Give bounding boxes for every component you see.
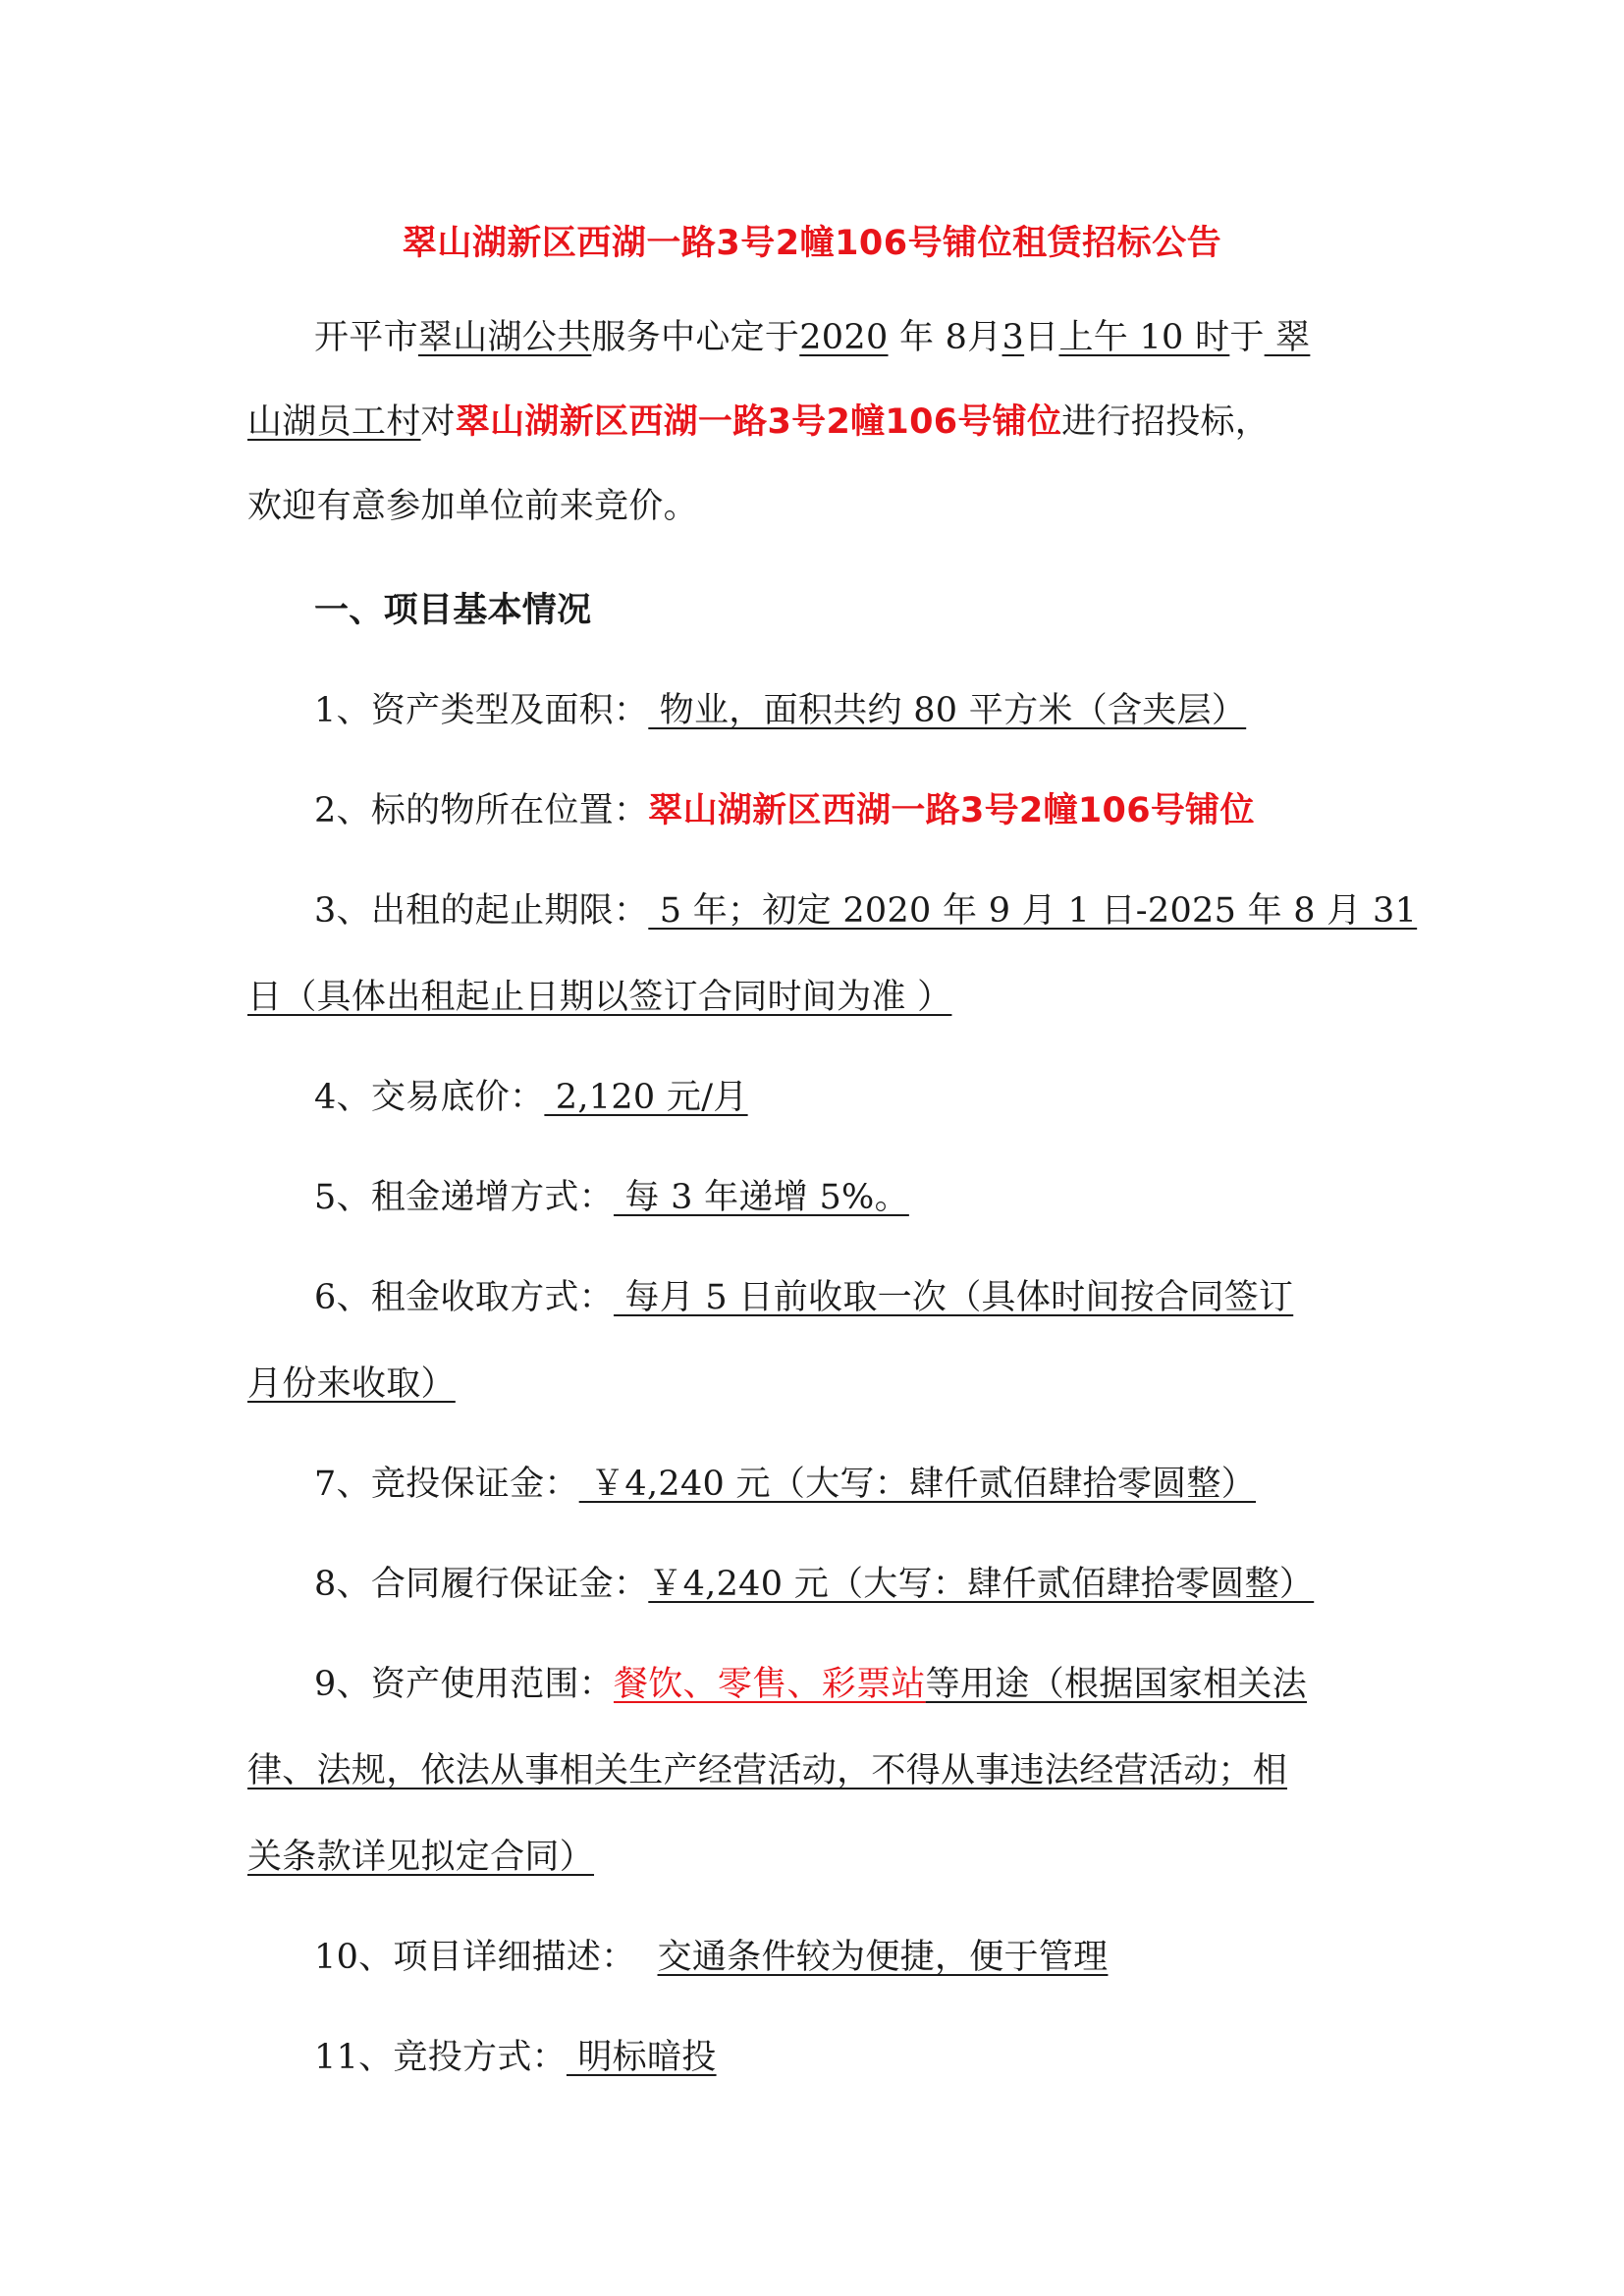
- section-heading: 一、项目基本情况: [314, 591, 592, 630]
- item-9: 9、资产使用范围：餐饮、零售、彩票站等用途（根据国家相关法: [314, 1665, 1307, 1704]
- item-4: 4、交易底价： 2,120 元/月: [314, 1078, 748, 1117]
- item-9-cont-2: 关条款详见拟定合同）: [247, 1838, 595, 1877]
- item-5: 5、租金递增方式： 每 3 年递增 5%。: [314, 1178, 909, 1217]
- intro-line-2: 山湖员工村对翠山湖新区西湖一路3号2幢106号铺位进行招投标，: [247, 402, 1271, 442]
- page-title: 翠山湖新区西湖一路3号2幢106号铺位租赁招标公告: [402, 224, 1222, 263]
- bid-year: 2020: [799, 318, 889, 357]
- item-1: 1、资产类型及面积： 物业，面积共约 80 平方米（含夹层）: [314, 691, 1247, 730]
- item-3: 3、出租的起止期限： 5 年；初定 2020 年 9 月 1 日-2025 年 8 月 31: [314, 891, 1418, 931]
- bid-location-b: 山湖员工村: [247, 402, 421, 442]
- bid-time: 上午 10 时: [1058, 318, 1230, 357]
- org-name: 翠山湖公共: [417, 318, 592, 357]
- intro-line-1: 开平市翠山湖公共服务中心定于2020 年 8月3日上午 10 时于 翠: [314, 318, 1311, 357]
- bid-target: 翠山湖新区西湖一路3号2幢106号铺位: [455, 402, 1062, 442]
- item-10: 10、项目详细描述： 交通条件较为便捷，便于管理: [314, 1938, 1109, 1977]
- item-8: 8、合同履行保证金：￥4,240 元（大写：肆仟贰佰肆拾零圆整）: [314, 1565, 1315, 1604]
- item-11: 11、竞投方式： 明标暗投: [314, 2038, 717, 2077]
- item-6-cont: 月份来收取）: [247, 1364, 456, 1404]
- item-3-cont: 日（具体出租起止日期以签订合同时间为准 ）: [247, 978, 952, 1017]
- item-7: 7、竞投保证金： ￥4,240 元（大写：肆仟贰佰肆拾零圆整）: [314, 1465, 1257, 1504]
- item-6: 6、租金收取方式： 每月 5 日前收取一次（具体时间按合同签订: [314, 1278, 1294, 1317]
- bid-day: 3: [1001, 318, 1025, 357]
- bid-location-a: 翠: [1264, 318, 1311, 357]
- item-9-cont-1: 律、法规，依法从事相关生产经营活动，不得从事违法经营活动；相: [247, 1751, 1288, 1790]
- item-2: 2、标的物所在位置：翠山湖新区西湖一路3号2幢106号铺位: [314, 791, 1255, 830]
- intro-line-3: 欢迎有意参加单位前来竞价。: [247, 487, 698, 526]
